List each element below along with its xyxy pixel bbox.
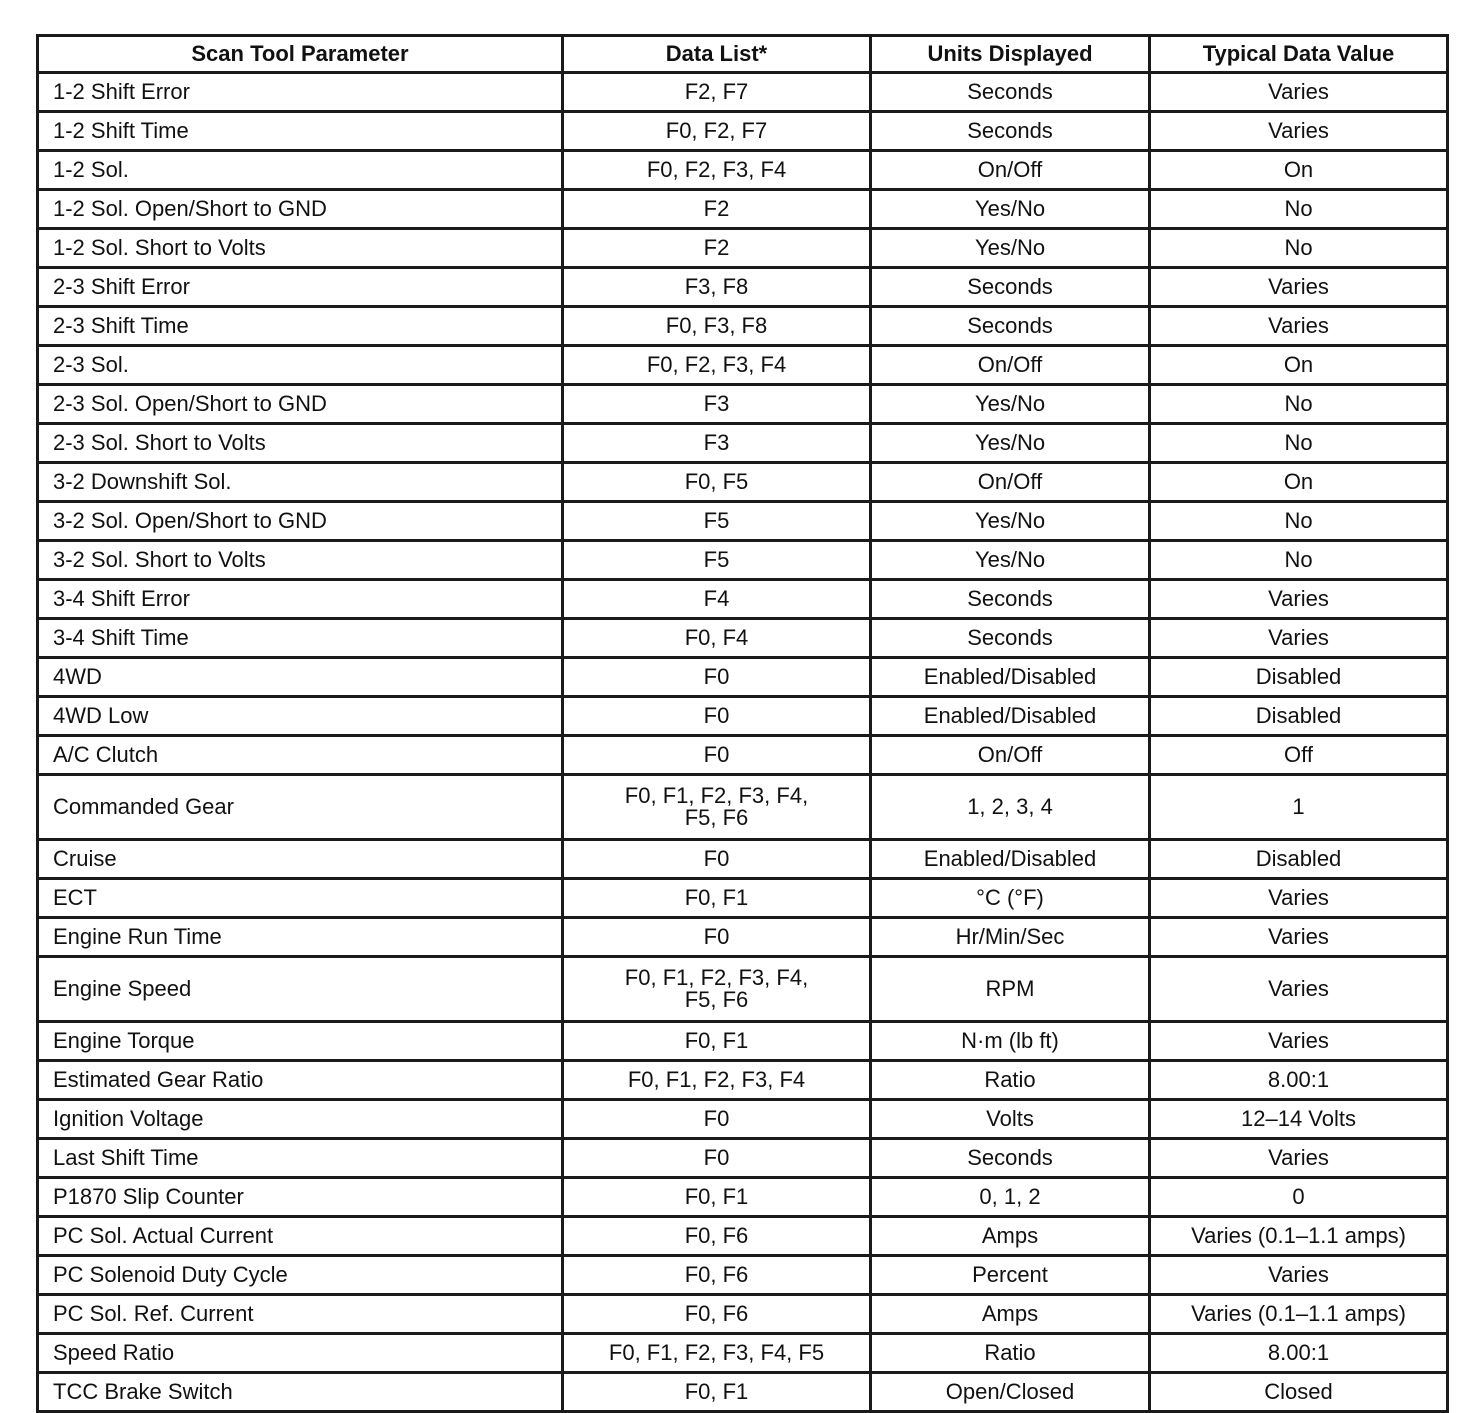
cell-parameter: 2-3 Sol. Open/Short to GND bbox=[38, 385, 563, 424]
cell-typical-value: No bbox=[1150, 424, 1448, 463]
header-scan-tool-parameter: Scan Tool Parameter bbox=[38, 36, 563, 73]
cell-data-list: F4 bbox=[563, 580, 871, 619]
header-data-list: Data List* bbox=[563, 36, 871, 73]
cell-typical-value: Varies bbox=[1150, 268, 1448, 307]
cell-units: Open/Closed bbox=[871, 1373, 1150, 1412]
cell-parameter: Last Shift Time bbox=[38, 1139, 563, 1178]
cell-data-list: F0 bbox=[563, 736, 871, 775]
cell-typical-value: 8.00:1 bbox=[1150, 1334, 1448, 1373]
cell-typical-value: Varies bbox=[1150, 307, 1448, 346]
cell-units: °C (°F) bbox=[871, 879, 1150, 918]
cell-typical-value: No bbox=[1150, 229, 1448, 268]
cell-typical-value: Off bbox=[1150, 736, 1448, 775]
cell-typical-value: Varies bbox=[1150, 879, 1448, 918]
cell-data-list: F5 bbox=[563, 541, 871, 580]
cell-parameter: ECT bbox=[38, 879, 563, 918]
cell-units: Seconds bbox=[871, 73, 1150, 112]
cell-units: Seconds bbox=[871, 112, 1150, 151]
table-row bbox=[38, 541, 1448, 580]
cell-data-list: F0 bbox=[563, 1139, 871, 1178]
cell-data-list: F2 bbox=[563, 190, 871, 229]
table-row bbox=[38, 1295, 1448, 1334]
cell-parameter: 3-2 Sol. Short to Volts bbox=[38, 541, 563, 580]
cell-data-list: F0, F2, F7 bbox=[563, 112, 871, 151]
cell-parameter: 1-2 Sol. bbox=[38, 151, 563, 190]
cell-parameter: 4WD bbox=[38, 658, 563, 697]
cell-typical-value: Varies bbox=[1150, 619, 1448, 658]
cell-parameter: Engine Speed bbox=[38, 957, 563, 1022]
cell-typical-value: On bbox=[1150, 346, 1448, 385]
data-list-line-1: F0, F1, F2, F3, F4, bbox=[624, 783, 809, 808]
header-units-displayed: Units Displayed bbox=[871, 36, 1150, 73]
cell-parameter: 1-2 Sol. Open/Short to GND bbox=[38, 190, 563, 229]
cell-parameter: A/C Clutch bbox=[38, 736, 563, 775]
cell-typical-value: Closed bbox=[1150, 1373, 1448, 1412]
table-row bbox=[38, 1256, 1448, 1295]
cell-typical-value: No bbox=[1150, 385, 1448, 424]
cell-units: Yes/No bbox=[871, 424, 1150, 463]
cell-units: Yes/No bbox=[871, 229, 1150, 268]
table-row bbox=[38, 346, 1448, 385]
table-row bbox=[38, 580, 1448, 619]
cell-units: 1, 2, 3, 4 bbox=[871, 775, 1150, 840]
cell-data-list: F0, F2, F3, F4 bbox=[563, 151, 871, 190]
cell-units: Seconds bbox=[871, 1139, 1150, 1178]
cell-units: Yes/No bbox=[871, 541, 1150, 580]
cell-parameter: 1-2 Shift Error bbox=[38, 73, 563, 112]
table-row bbox=[38, 697, 1448, 736]
cell-data-list: F3, F8 bbox=[563, 268, 871, 307]
table-row bbox=[38, 1022, 1448, 1061]
data-list-line-1: F0, F1, F2, F3, F4, bbox=[624, 965, 809, 990]
cell-data-list: F0, F1 bbox=[563, 879, 871, 918]
cell-units: Yes/No bbox=[871, 385, 1150, 424]
table-row bbox=[38, 112, 1448, 151]
cell-data-list: F0 bbox=[563, 840, 871, 879]
cell-data-list: F0, F6 bbox=[563, 1295, 871, 1334]
cell-units: Yes/No bbox=[871, 502, 1150, 541]
cell-parameter: Engine Run Time bbox=[38, 918, 563, 957]
cell-data-list bbox=[563, 957, 871, 1022]
cell-parameter: Ignition Voltage bbox=[38, 1100, 563, 1139]
cell-typical-value: Varies bbox=[1150, 1256, 1448, 1295]
cell-parameter: Cruise bbox=[38, 840, 563, 879]
cell-units: On/Off bbox=[871, 346, 1150, 385]
cell-units: Seconds bbox=[871, 307, 1150, 346]
cell-data-list: F0, F5 bbox=[563, 463, 871, 502]
table-row bbox=[38, 73, 1448, 112]
table-row bbox=[38, 619, 1448, 658]
table-row bbox=[38, 736, 1448, 775]
table-row bbox=[38, 385, 1448, 424]
cell-units: Enabled/Disabled bbox=[871, 840, 1150, 879]
cell-units: Seconds bbox=[871, 580, 1150, 619]
cell-units: Seconds bbox=[871, 619, 1150, 658]
cell-typical-value: Varies (0.1–1.1 amps) bbox=[1150, 1295, 1448, 1334]
cell-data-list: F0, F3, F8 bbox=[563, 307, 871, 346]
header-typical-data-value: Typical Data Value bbox=[1150, 36, 1448, 73]
table-header bbox=[38, 36, 1448, 73]
document-page bbox=[36, 34, 1446, 1413]
cell-data-list: F0, F2, F3, F4 bbox=[563, 346, 871, 385]
cell-data-list: F3 bbox=[563, 424, 871, 463]
table-row bbox=[38, 775, 1448, 840]
cell-units: RPM bbox=[871, 957, 1150, 1022]
cell-data-list: F0 bbox=[563, 1100, 871, 1139]
data-list-line-2: F5, F6 bbox=[684, 805, 749, 830]
cell-data-list: F0, F6 bbox=[563, 1256, 871, 1295]
cell-parameter: Speed Ratio bbox=[38, 1334, 563, 1373]
cell-data-list: F0 bbox=[563, 658, 871, 697]
cell-units: On/Off bbox=[871, 736, 1150, 775]
cell-parameter: 3-4 Shift Time bbox=[38, 619, 563, 658]
cell-units: Seconds bbox=[871, 268, 1150, 307]
cell-data-list: F0, F6 bbox=[563, 1217, 871, 1256]
cell-units: Ratio bbox=[871, 1334, 1150, 1373]
table-row bbox=[38, 151, 1448, 190]
scan-tool-data-table bbox=[36, 34, 1449, 1413]
cell-data-list: F0 bbox=[563, 918, 871, 957]
cell-typical-value: No bbox=[1150, 541, 1448, 580]
cell-typical-value: Varies (0.1–1.1 amps) bbox=[1150, 1217, 1448, 1256]
table-row bbox=[38, 1178, 1448, 1217]
table-body bbox=[38, 73, 1448, 1412]
cell-units: Hr/Min/Sec bbox=[871, 918, 1150, 957]
table-row bbox=[38, 307, 1448, 346]
cell-parameter: 2-3 Sol. Short to Volts bbox=[38, 424, 563, 463]
cell-parameter: 2-3 Sol. bbox=[38, 346, 563, 385]
cell-units: On/Off bbox=[871, 463, 1150, 502]
cell-typical-value: 8.00:1 bbox=[1150, 1061, 1448, 1100]
cell-data-list: F0, F1, F2, F3, F4, F5 bbox=[563, 1334, 871, 1373]
cell-typical-value: Disabled bbox=[1150, 697, 1448, 736]
table-row bbox=[38, 424, 1448, 463]
cell-typical-value: No bbox=[1150, 502, 1448, 541]
cell-typical-value: Varies bbox=[1150, 112, 1448, 151]
cell-parameter: 2-3 Shift Time bbox=[38, 307, 563, 346]
table-row bbox=[38, 957, 1448, 1022]
table-row bbox=[38, 840, 1448, 879]
cell-parameter: 3-2 Downshift Sol. bbox=[38, 463, 563, 502]
data-list-line-2: F5, F6 bbox=[684, 987, 749, 1012]
cell-data-list: F0, F1 bbox=[563, 1178, 871, 1217]
cell-typical-value: Varies bbox=[1150, 1022, 1448, 1061]
table-row bbox=[38, 1061, 1448, 1100]
header-row bbox=[38, 36, 1448, 73]
cell-data-list: F0 bbox=[563, 697, 871, 736]
table-row bbox=[38, 190, 1448, 229]
cell-typical-value: 0 bbox=[1150, 1178, 1448, 1217]
table-row bbox=[38, 1334, 1448, 1373]
table-row bbox=[38, 918, 1448, 957]
cell-units: Amps bbox=[871, 1217, 1150, 1256]
cell-parameter: Estimated Gear Ratio bbox=[38, 1061, 563, 1100]
cell-parameter: 2-3 Shift Error bbox=[38, 268, 563, 307]
table-row bbox=[38, 463, 1448, 502]
cell-units: Percent bbox=[871, 1256, 1150, 1295]
cell-parameter: Engine Torque bbox=[38, 1022, 563, 1061]
cell-data-list: F3 bbox=[563, 385, 871, 424]
cell-data-list: F2, F7 bbox=[563, 73, 871, 112]
table-row bbox=[38, 879, 1448, 918]
cell-units: Yes/No bbox=[871, 190, 1150, 229]
cell-typical-value: On bbox=[1150, 463, 1448, 502]
cell-typical-value: Varies bbox=[1150, 918, 1448, 957]
cell-data-list: F0, F1 bbox=[563, 1022, 871, 1061]
cell-parameter: TCC Brake Switch bbox=[38, 1373, 563, 1412]
table-row bbox=[38, 1217, 1448, 1256]
table-row bbox=[38, 268, 1448, 307]
cell-parameter: Commanded Gear bbox=[38, 775, 563, 840]
table-row bbox=[38, 229, 1448, 268]
table-row bbox=[38, 658, 1448, 697]
cell-typical-value: Varies bbox=[1150, 957, 1448, 1022]
cell-data-list bbox=[563, 775, 871, 840]
cell-parameter: 4WD Low bbox=[38, 697, 563, 736]
cell-typical-value: 1 bbox=[1150, 775, 1448, 840]
cell-data-list: F0, F1 bbox=[563, 1373, 871, 1412]
cell-units: Amps bbox=[871, 1295, 1150, 1334]
cell-parameter: PC Sol. Ref. Current bbox=[38, 1295, 563, 1334]
cell-data-list: F5 bbox=[563, 502, 871, 541]
cell-units: On/Off bbox=[871, 151, 1150, 190]
cell-units: Ratio bbox=[871, 1061, 1150, 1100]
cell-data-list: F0, F4 bbox=[563, 619, 871, 658]
table-row bbox=[38, 502, 1448, 541]
cell-parameter: 1-2 Sol. Short to Volts bbox=[38, 229, 563, 268]
cell-parameter: 3-2 Sol. Open/Short to GND bbox=[38, 502, 563, 541]
cell-typical-value: No bbox=[1150, 190, 1448, 229]
cell-typical-value: Disabled bbox=[1150, 658, 1448, 697]
cell-typical-value: Varies bbox=[1150, 580, 1448, 619]
table-row bbox=[38, 1100, 1448, 1139]
cell-typical-value: 12–14 Volts bbox=[1150, 1100, 1448, 1139]
cell-typical-value: Disabled bbox=[1150, 840, 1448, 879]
cell-units: Enabled/Disabled bbox=[871, 658, 1150, 697]
cell-units: Volts bbox=[871, 1100, 1150, 1139]
cell-typical-value: Varies bbox=[1150, 1139, 1448, 1178]
cell-parameter: PC Sol. Actual Current bbox=[38, 1217, 563, 1256]
cell-units: N·m (lb ft) bbox=[871, 1022, 1150, 1061]
cell-parameter: P1870 Slip Counter bbox=[38, 1178, 563, 1217]
cell-typical-value: On bbox=[1150, 151, 1448, 190]
cell-units: 0, 1, 2 bbox=[871, 1178, 1150, 1217]
table-row bbox=[38, 1139, 1448, 1178]
cell-typical-value: Varies bbox=[1150, 73, 1448, 112]
cell-parameter: 3-4 Shift Error bbox=[38, 580, 563, 619]
cell-data-list: F0, F1, F2, F3, F4 bbox=[563, 1061, 871, 1100]
cell-units: Enabled/Disabled bbox=[871, 697, 1150, 736]
cell-parameter: 1-2 Shift Time bbox=[38, 112, 563, 151]
cell-data-list: F2 bbox=[563, 229, 871, 268]
cell-parameter: PC Solenoid Duty Cycle bbox=[38, 1256, 563, 1295]
